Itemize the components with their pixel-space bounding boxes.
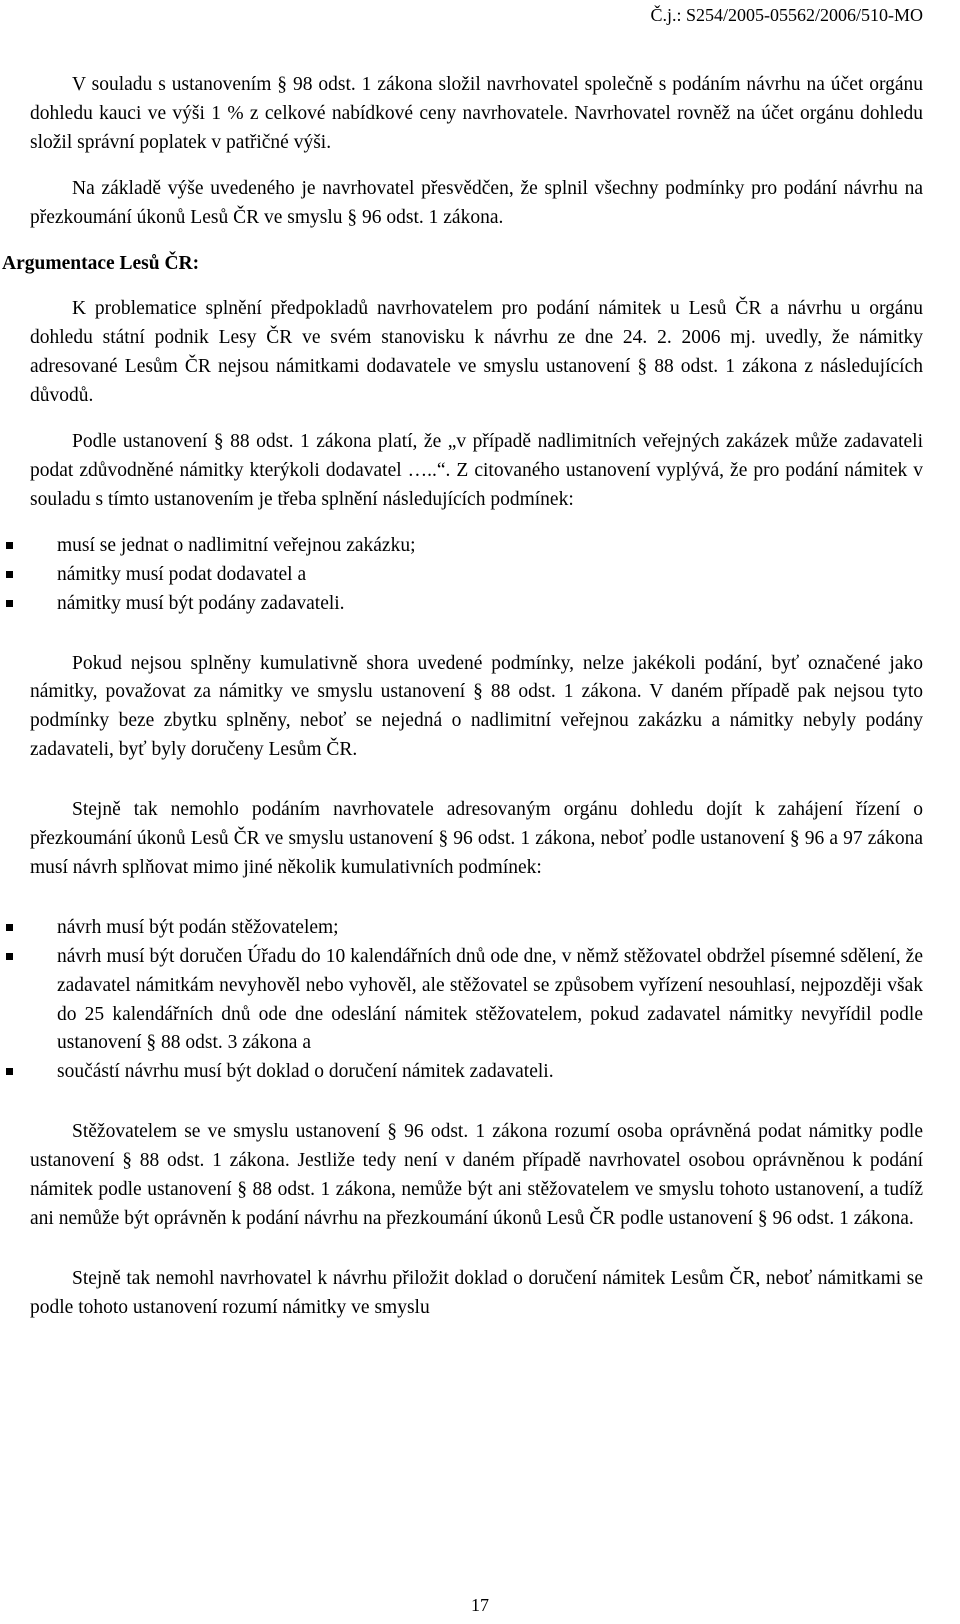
paragraph-objections-problem: K problematice splnění předpokladů navrhovatelem pro podání námitek u Lesů ČR a návrhu u orgánu dohledu státní podnik Lesy ČR ve svém stanovisku k návrhu ze dne 24. 2. 2006 mj. uvedly, že námitky adresované Lesům ČR nejsou námitkami dodavatele ve smyslu ustanovení § 88 odst. 1 zákona z následujících důvodů. [30, 298, 923, 407]
list-item: návrh musí být podán stěžovatelem; [0, 914, 960, 943]
document-body [0, 71, 960, 1323]
paragraph-delivery-proof: Stejně tak nemohl navrhovatel k návrhu přiložit doklad o doručení námitek Lesům ČR, neboť námitkami se podle tohoto ustanovení rozumí námitky ve smyslu [30, 1267, 923, 1318]
square-bullet-icon [6, 542, 13, 549]
list-item: námitky musí podat dodavatel a [0, 561, 960, 590]
list-item: musí se jednat o nadlimitní veřejnou zakázku; [0, 532, 960, 561]
list-item: námitky musí být podány zadavateli. [0, 590, 960, 619]
paragraph-section-88: Podle ustanovení § 88 odst. 1 zákona platí, že „v případě nadlimitních veřejných zakázek může zadavateli podat zdůvodněné námitky kterýkoli dodavatel …..“. Z citovaného ustanovení vyplývá, že pro podání námitek v souladu s tímto ustanovením je třeba splnění následujících podmínek: [30, 431, 923, 510]
square-bullet-icon [6, 1068, 13, 1075]
square-bullet-icon [6, 600, 13, 607]
square-bullet-icon [6, 953, 13, 960]
paragraph-deposit: V souladu s ustanovením § 98 odst. 1 zákona složil navrhovatel společně s podáním návrhu na účet orgánu dohledu kauci ve výši 1 % z celkové nabídkové ceny navrhovatele. Navrhovatel rovněž na účet orgánu dohledu složil správní poplatek v patřičné výši. [30, 74, 923, 153]
paragraph-conditions-met: Na základě výše uvedeného je navrhovatel přesvědčen, že splnil všechny podmínky pro podání návrhu na přezkoumání úkonů Lesů ČR ve smyslu § 96 odst. 1 zákona. [30, 177, 923, 228]
proposal-conditions-list [0, 914, 960, 1087]
square-bullet-icon [6, 571, 13, 578]
conditions-list [0, 532, 960, 619]
case-reference: Č.j.: S254/2005-05562/2006/510-MO [650, 5, 923, 25]
page-number: 17 [471, 1595, 489, 1615]
list-item: návrh musí být doručen Úřadu do 10 kalendářních dnů ode dne, v němž stěžovatel obdržel písemné sdělení, že zadavatel námitkám nevyhověl nebo vyhověl, ale stěžovatel se způsobem vyřízení nesouhlasí, nejpozději však do 25 kalendářních dnů ode dne odeslání námitek stěžovatelem, pokud zadavatel námitky nevyřídil podle ustanovení § 88 odst. 3 zákona a [0, 943, 960, 1059]
section-heading: Argumentace Lesů ČR: [2, 252, 200, 274]
square-bullet-icon [6, 924, 13, 931]
paragraph-proposal-conditions: Stejně tak nemohlo podáním navrhovatele adresovaným orgánu dohledu dojít k zahájení řízení o přezkoumání úkonů Lesů ČR ve smyslu ustanovení § 96 odst. 1 zákona, neboť podle ustanovení § 96 a 97 zákona musí návrh splňovat mimo jiné několik kumulativních podmínek: [30, 799, 923, 878]
paragraph-complainant: Stěžovatelem se ve smyslu ustanovení § 96 odst. 1 zákona rozumí osoba oprávněná podat námitky podle ustanovení § 88 odst. 1 zákona. Jestliže tedy není v daném případě navrhovatel osobou oprávněnou k podání námitek podle ustanovení § 88 odst. 1 zákona, nemůže být ani stěžovatelem ve smyslu tohoto ustanovení, a tudíž ani nemůže být oprávněn k podání návrhu na přezkoumání úkonů Lesů ČR podle ustanovení § 96 odst. 1 zákona. [30, 1121, 923, 1229]
list-item: součástí návrhu musí být doklad o doručení námitek zadavateli. [0, 1058, 960, 1087]
paragraph-conditions-not-met: Pokud nejsou splněny kumulativně shora uvedené podmínky, nelze jakékoli podání, byť označené jako námitky, považovat za námitky ve smyslu ustanovení § 88 odst. 1 zákona. V daném případě pak nejsou tyto podmínky beze zbytku splněny, neboť se nejedná o nadlimitní veřejnou zakázku a námitky nebyly podány zadavateli, byť byly doručeny Lesům ČR. [30, 652, 923, 761]
